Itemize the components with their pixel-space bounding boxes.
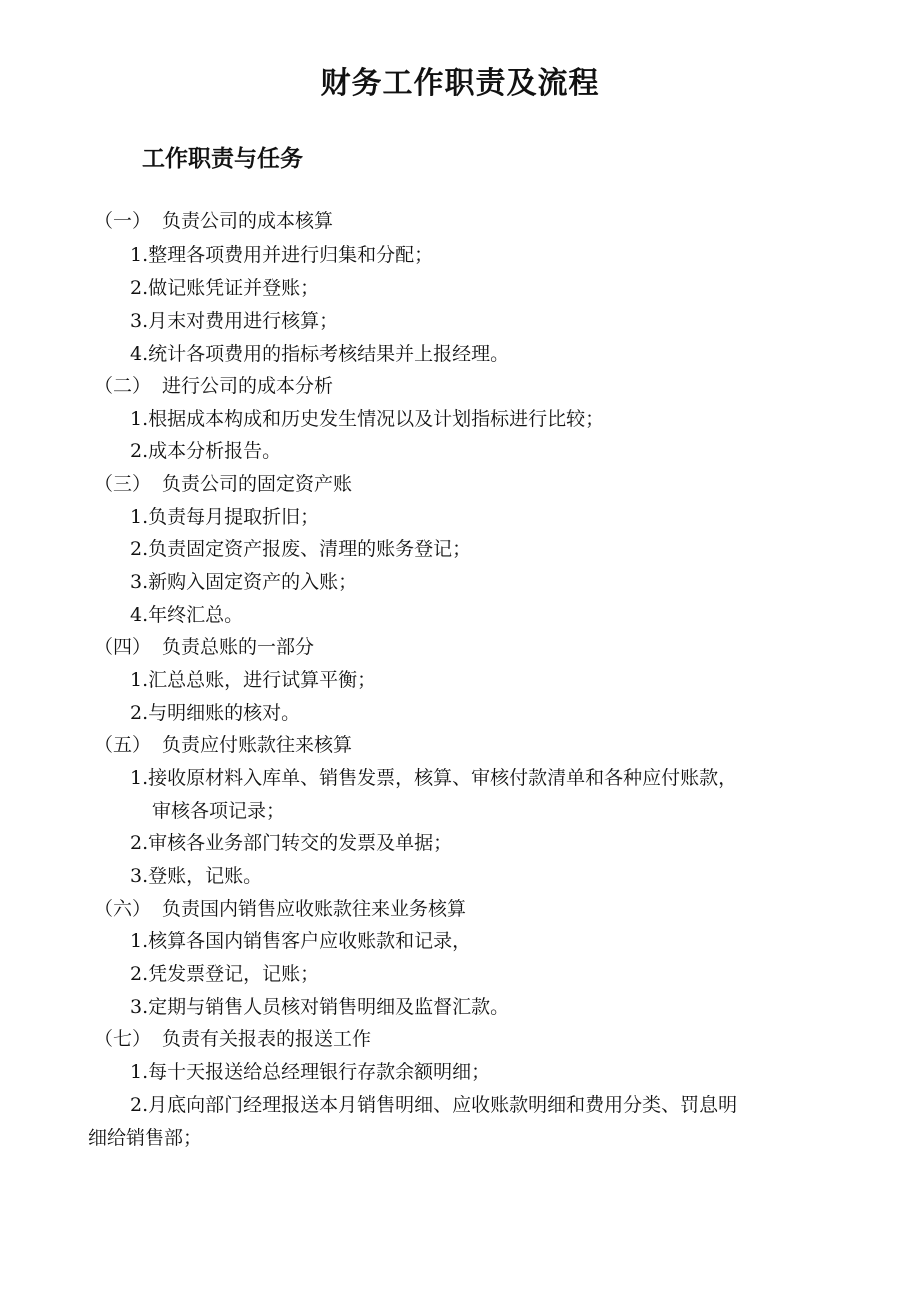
list-item: 2.审核各业务部门转交的发票及单据； (130, 832, 453, 854)
group-number: （三） (94, 473, 152, 495)
group-heading-text: 负责国内销售应收账款往来业务核算 (162, 898, 467, 920)
group-heading-7 (94, 1027, 371, 1051)
list-item: 1.每十天报送给总经理银行存款余额明细； (130, 1061, 491, 1083)
list-item: 2.月底向部门经理报送本月销售明细、应收账款明细和费用分类、罚息明 (130, 1094, 738, 1116)
group-heading-2 (94, 374, 333, 398)
group-number: （一） (94, 210, 152, 232)
group-heading-text: 负责总账的一部分 (162, 636, 315, 658)
list-item: 1.汇总总账，进行试算平衡； (130, 669, 377, 691)
list-item: 3.定期与销售人员核对销售明细及监督汇款。 (130, 996, 510, 1018)
group-number: （七） (94, 1028, 152, 1050)
list-item-continuation: 审核各项记录； (152, 800, 286, 822)
group-heading-3 (94, 472, 352, 496)
group-heading-5 (94, 733, 352, 757)
group-heading-text: 负责公司的固定资产账 (162, 473, 353, 495)
group-heading-text: 负责公司的成本核算 (162, 210, 334, 232)
list-item: 3.登账，记账。 (130, 865, 263, 887)
list-item-continuation: 细给销售部； (88, 1127, 203, 1149)
group-heading-text: 进行公司的成本分析 (162, 375, 334, 397)
list-item: 1.整理各项费用并进行归集和分配； (130, 244, 434, 266)
group-number: （五） (94, 734, 152, 756)
group-heading-1 (94, 209, 333, 233)
list-item: 2.做记账凭证并登账； (130, 277, 320, 299)
list-item: 1.接收原材料入库单、销售发票，核算、审核付款清单和各种应付账款， (130, 767, 738, 789)
list-item: 1.根据成本构成和历史发生情况以及计划指标进行比较； (130, 408, 605, 430)
group-heading-6 (94, 897, 466, 921)
list-item: 2.与明细账的核对。 (130, 702, 301, 724)
list-item: 4.统计各项费用的指标考核结果并上报经理。 (130, 343, 510, 365)
page-title: 财务工作职责及流程 (320, 66, 600, 101)
group-heading-text: 负责有关报表的报送工作 (162, 1028, 372, 1050)
list-item: 1.核算各国内销售客户应收账款和记录， (130, 930, 472, 952)
group-number: （六） (94, 898, 152, 920)
group-number: （四） (94, 636, 152, 658)
list-item: 4.年终汇总。 (130, 604, 244, 626)
list-item: 3.月末对费用进行核算； (130, 310, 339, 332)
group-heading-text: 负责应付账款往来核算 (162, 734, 353, 756)
list-item: 2.凭发票登记，记账； (130, 963, 320, 985)
group-number: （二） (94, 375, 152, 397)
list-item: 2.负责固定资产报废、清理的账务登记； (130, 538, 472, 560)
list-item: 3.新购入固定资产的入账； (130, 571, 358, 593)
group-heading-4 (94, 635, 314, 659)
list-item: 1.负责每月提取折旧； (130, 506, 320, 528)
section-title: 工作职责与任务 (142, 146, 303, 172)
list-item: 2.成本分析报告。 (130, 440, 282, 462)
